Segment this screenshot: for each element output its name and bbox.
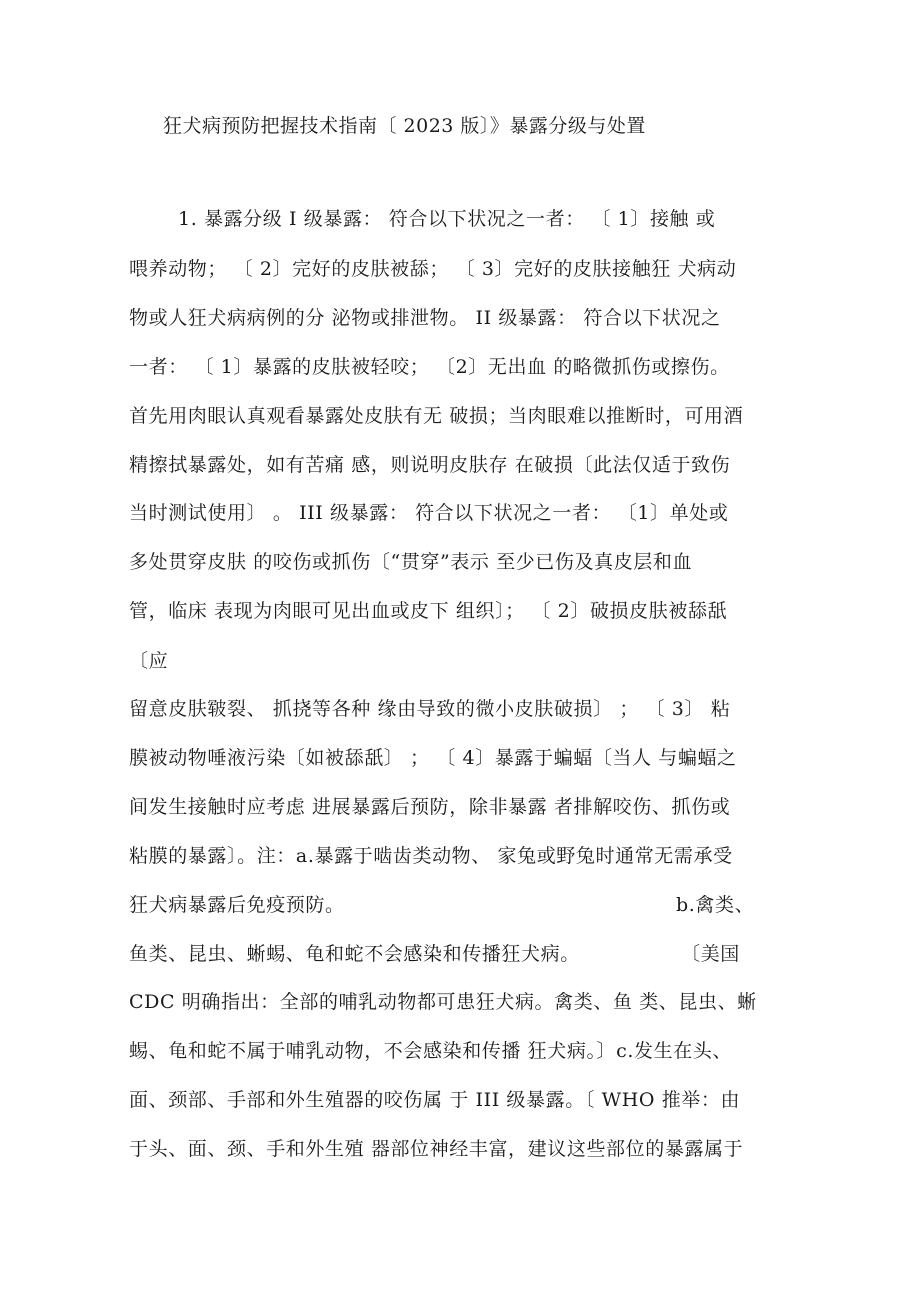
text-line: 蜴、龟和蛇不属于哺乳动物，不会感染和传播 狂犬病。〕c.发生在头、 (129, 1040, 733, 1062)
text-line: 管，临床 表现为肉眼可见出血或皮下 组织〕； 〔 2〕破损皮肤被舔舐 (129, 600, 728, 622)
text-line: 一者： 〔 1〕暴露的皮肤被轻咬； 〔2〕无出血 的略微抓伤或擦伤。 (129, 356, 730, 378)
text-line: 当时测试使用〕 。 III 级暴露： 符合以下状况之一者： 〔1〕单处或 (129, 502, 729, 524)
text-line: 喂养动物； 〔 2〕完好的皮肤被舔； 〔 3〕完好的皮肤接触狂 犬病动 (129, 258, 737, 280)
text-line: 精擦拭暴露处，如有苦痛 感，则说明皮肤存 在破损〔此法仅适于致伤 (129, 454, 731, 476)
text-line: 面、颈部、手部和外生殖器的咬伤属 于 III 级暴露。〔 WHO 推举：由 (129, 1089, 741, 1111)
text-line: 粘膜的暴露〕。注：a.暴露于啮齿类动物、 家兔或野兔时通常无需承受 (129, 845, 733, 867)
text-line: 物或人狂犬病病例的分 泌物或排泄物。 II 级暴露： 符合以下状况之 (129, 307, 721, 329)
text-line: 于头、面、颈、手和外生殖 器部位神经丰富，建议这些部位的暴露属于 (129, 1138, 744, 1160)
text-line: 鱼类、昆虫、蜥蜴、龟和蛇不会感染和传播狂犬病。 (129, 943, 580, 965)
text-line: CDC 明确指出：全部的哺乳动物都可患狂犬病。禽类、鱼 类、昆虫、蜥 (129, 991, 757, 1013)
text-line: 留意皮肤皲裂、 抓挠等各种 缘由导致的微小皮肤破损〕 ； 〔 3〕 粘 (129, 698, 731, 720)
document-title: 狂犬病预防把握技术指南〔 2023 版〕》暴露分级与处置 (163, 115, 646, 137)
text-line: 膜被动物唾液污染〔如被舔舐〕 ； 〔 4〕暴露于蝙蝠〔当人 与蝙蝠之 (129, 747, 737, 769)
text-line: 1. 暴露分级 I 级暴露： 符合以下状况之一者： 〔 1〕接触 或 (178, 208, 716, 230)
text-line: 〔美国 (681, 943, 740, 965)
text-line: 〔应 (129, 650, 169, 672)
text-line: b.禽类、 (676, 894, 755, 916)
text-line: 间发生接触时应考虑 进展暴露后预防，除非暴露 者排解咬伤、抓伤或 (129, 796, 731, 818)
text-line: 狂犬病暴露后免疫预防。 (129, 894, 345, 916)
text-line: 多处贯穿皮肤 的咬伤或抓伤〔“贯穿”表示 至少已伤及真皮层和血 (129, 551, 693, 573)
text-line: 首先用肉眼认真观看暴露处皮肤有无 破损；当肉眼难以推断时，可用酒 (129, 405, 744, 427)
